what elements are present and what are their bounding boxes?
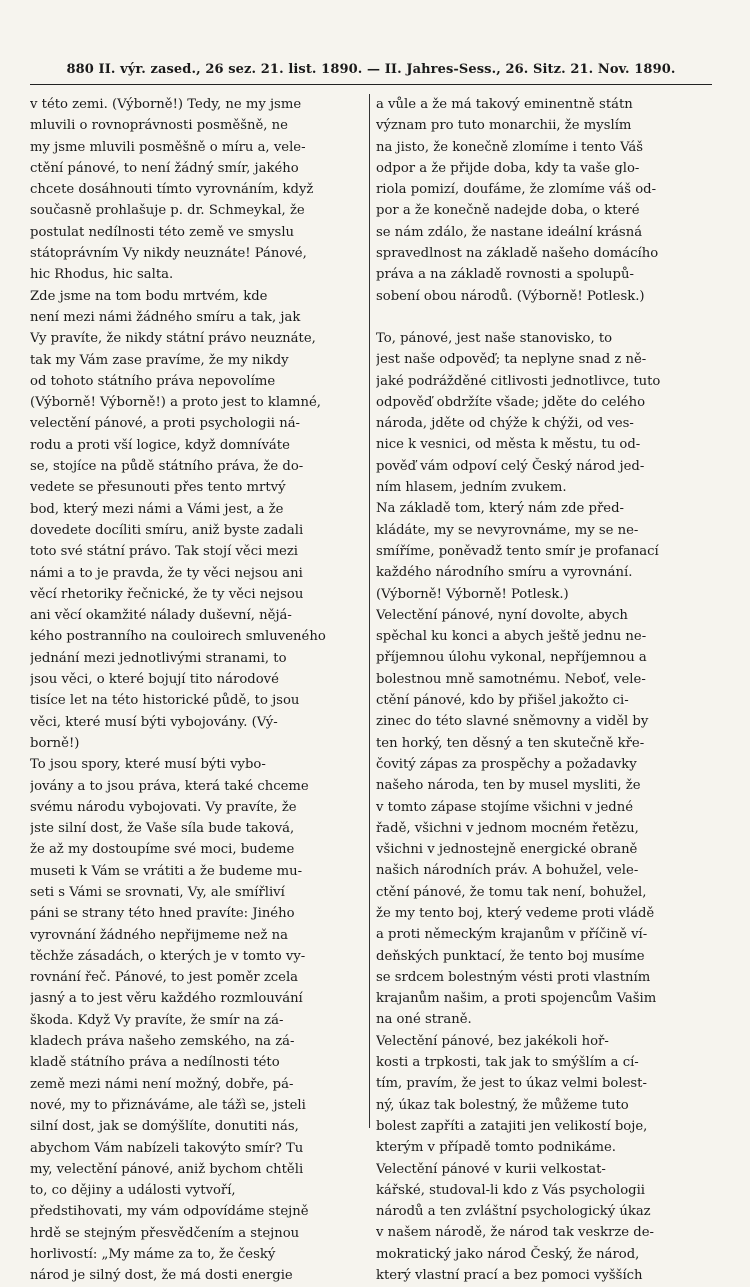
text-line: který vlastní prací a bez pomoci vyšších (376, 1268, 643, 1284)
text-line: postulat nedílnosti této země ve smyslu (30, 224, 295, 240)
text-line: řadě, všichni v jednom mocném řetězu, (376, 820, 639, 836)
text-line: jaké podrážděné citlivosti jednotlivce, tuto (376, 373, 661, 389)
text-line: tisíce let na této historické půdě, to jsou (30, 693, 300, 709)
right-text-column (376, 94, 712, 1286)
text-line: smíříme, poněvadž tento smír je profanací (376, 543, 659, 559)
left-text-column (30, 94, 366, 1287)
text-line: silní dost, jak se domýšlíte, donutiti nás, (30, 1119, 299, 1135)
text-line: vedete se přesunouti přes tento mrtvý (30, 480, 286, 496)
text-line: na oné straně. (376, 1012, 472, 1028)
text-line: hrdě se stejným přesvědčením a stejnou (30, 1225, 300, 1241)
text-line: my jsme mluvili posměšně o míru a, vele- (30, 139, 306, 155)
text-line: kládáte, my se nevyrovnáme, my se ne- (376, 522, 639, 538)
text-line: ctění pánové, to není žádný smír, jakého (30, 160, 299, 176)
text-line: a vůle a že má takový eminentně státn (376, 97, 633, 112)
text-line: pověď vám odpoví celý Český národ jed- (376, 458, 645, 474)
text-line: kladech práva našeho zemského, na zá- (30, 1034, 295, 1050)
text-line: páni se strany této hned pravíte: Jiného (30, 906, 295, 922)
text-line: to, co dějiny a události vytvoří, (30, 1183, 236, 1199)
text-line: předstihovati, my vám odpovídáme stejně (30, 1204, 309, 1220)
text-line: svému národu vybojovati. Vy pravíte, že (30, 799, 297, 815)
text-line: jasný a to jest věru každého rozmlouvání (30, 991, 303, 1007)
text-line: státoprávním Vy nikdy neuznáte! Pánové, (30, 246, 307, 262)
text-line: každého národního smíru a vyrovnání. (376, 565, 633, 581)
text-line: dovedete docíliti smíru, aniž byste zadali (30, 522, 304, 538)
text-line: nové, my to přiznáváme, ale tážì se, jsteli (30, 1097, 306, 1113)
text-line: práva a na základě rovnosti a spolupů- (376, 267, 634, 283)
text-line: krajanům našim, a proti spojencům Vašim (376, 991, 657, 1007)
text-line: ani věcí okamžité nálady duševní, nějá- (30, 608, 292, 624)
page-running-header: 880 II. výr. zased., 26 sez. 21. list. 1890. — II. Jahres-Sess., 26. Sitz. 21. Nov. 1890. (66, 62, 676, 77)
text-line: jsou věci, o které bojují tito národové (30, 672, 279, 688)
text-line: věcí rhetoriky řečnické, že ty věci nejsou (30, 586, 304, 602)
text-line: jovány a to jsou práva, která také chceme (30, 778, 309, 794)
text-line: národů a ten zvláštní psychologický úkaz (376, 1204, 651, 1220)
text-line: bolestnou mně samotnému. Neboť, vele- (376, 671, 646, 687)
text-line: našeho národa, ten by musel mysliti, že (376, 778, 641, 794)
text-line: Na základě tom, který nám zde před- (376, 501, 624, 517)
text-line: význam pro tuto monarchii, že myslím (376, 118, 632, 134)
text-line: toto své státní právo. Tak stojí věci mezi (30, 544, 299, 560)
text-line: seti s Vámi se srovnati, Vy, ale smířliví (30, 884, 285, 900)
text-line: velectění pánové, a proti psychologii ná- (30, 416, 301, 432)
text-line: Zde jsme na tom bodu mrtvém, kde (30, 288, 268, 304)
text-line: horlivostí: „My máme za to, že český (30, 1247, 276, 1263)
text-line: rovnání řeč. Pánové, to jest poměr zcela (30, 970, 299, 986)
text-line: čovitý zápas za prospěchy a požadavky (376, 756, 637, 772)
text-line: chcete dosáhnouti tímto vyrovnáním, když (30, 182, 314, 198)
text-line (376, 307, 712, 328)
text-line: kářské, studoval-li kdo z Vás psychologii (376, 1182, 646, 1198)
column-divider (369, 94, 370, 1128)
text-line: nice k vesnici, od města k městu, tu od- (376, 437, 641, 453)
text-line: Vy pravíte, že nikdy státní právo neuznáte, (30, 331, 316, 347)
text-line: příjemnou úlohu vykonal, nepříjemnou a (376, 650, 647, 666)
text-line: jednání mezi jednotlivými stranami, to (30, 650, 287, 666)
text-line: současně prohlašuje p. dr. Schmeykal, že (30, 203, 305, 219)
text-line: zinec do této slavné sněmovny a viděl by (376, 714, 649, 730)
text-line: sobení obou národů. (Výborně! Potlesk.) (376, 288, 645, 304)
text-line: námi a to je pravda, že ty věci nejsou ani (30, 565, 303, 581)
text-line: kladě státního práva a nedílnosti této (30, 1055, 280, 1071)
text-line: národa, jděte od chýže k chýži, od ves- (376, 416, 634, 432)
text-line: borně!) (30, 735, 80, 751)
text-line: že až my dostoupíme své moci, budeme (30, 842, 295, 858)
text-line: se nám zdálo, že nastane ideální krásná (376, 224, 643, 240)
text-line: jste silní dost, že Vaše síla bude taková, (30, 821, 295, 837)
text-line: a proti německým krajanům v příčině ví- (376, 927, 648, 943)
text-line: To jsou spory, které musí býti vybo- (30, 757, 266, 773)
text-line: v této zemi. (Výborně!) Tedy, ne my jsme (30, 97, 302, 112)
text-line: odpor a že přijde doba, kdy ta vaše glo- (376, 160, 640, 176)
text-line: To, pánové, jest naše stanovisko, to (376, 330, 613, 346)
text-line: ním hlasem, jedním zvukem. (376, 480, 567, 496)
text-line: věci, které musí býti vybojovány. (Vý- (30, 714, 278, 730)
text-line: mluvili o rovnoprávnosti posměšně, ne (30, 118, 288, 134)
text-line: kterým v případě tomto podnikáme. (376, 1140, 616, 1156)
text-line: není mezi námi žádného smíru a tak, jak (30, 309, 301, 325)
text-line: tak my Vám zase pravíme, že my nikdy (30, 352, 289, 368)
text-line: země mezi námi není možný, dobře, pá- (30, 1076, 294, 1092)
text-line: bolest zapříti a zatajiti jen velikostí boje, (376, 1118, 648, 1134)
text-line: od tohoto státního práva nepovolíme (30, 373, 276, 389)
text-line: Velectění pánové v kurii velkostat- (376, 1161, 606, 1177)
text-line: ctění pánové, že tomu tak není, bohužel, (376, 884, 647, 900)
text-line: v tomto zápase stojíme všichni v jedné (376, 799, 634, 815)
text-line: všichni v jednostejně energické obraně (376, 842, 638, 858)
text-line: kého postranního na couloirech smluveného (30, 629, 326, 645)
text-line: Velectění pánové, nyní dovolte, abych (376, 607, 628, 623)
text-line: odpověď obdržíte všade; jděte do celého (376, 394, 646, 410)
text-line: že my tento boj, který vedeme proti vládě (376, 905, 655, 921)
text-line: spěchal ku konci a abych ještě jednu ne- (376, 629, 647, 645)
text-line: (Výborně! Výborně! Potlesk.) (376, 586, 569, 602)
header-rule (30, 84, 712, 85)
text-line: škoda. Když Vy pravíte, že smír na zá- (30, 1012, 284, 1028)
text-line: spravedlnost na základě našeho domácího (376, 246, 659, 262)
text-line: těchže zásadách, o kterých je v tomto vy- (30, 948, 306, 964)
text-line: hic Rhodus, hic salta. (30, 267, 174, 283)
text-line: deňských punktací, že tento boj musíme (376, 948, 645, 964)
text-line: ný, úkaz tak bolestný, že můžeme tuto (376, 1097, 629, 1113)
text-line: našich národních práv. A bohužel, vele- (376, 863, 639, 879)
text-line: my, velectění pánové, aniž bychom chtěli (30, 1161, 304, 1177)
text-line: vyrovnání žádného nepřijmeme než na (30, 927, 288, 943)
text-line: ten horký, ten děsný a ten skutečně kře- (376, 735, 645, 751)
text-line: se, stojíce na půdě státního práva, že do- (30, 459, 304, 475)
text-line: ctění pánové, kdo by přišel jakožto ci- (376, 693, 629, 709)
text-line: národ je silný dost, že má dosti energie (30, 1268, 293, 1284)
text-line: jest naše odpověď; ta neplyne snad z ně- (376, 352, 647, 368)
text-line: por a že konečně nadejde doba, o které (376, 203, 640, 219)
text-line: tím, pravím, že jest to úkaz velmi bolest- (376, 1076, 647, 1092)
text-line: riola pomizí, doufáme, že zlomíme váš od- (376, 182, 657, 198)
text-line: bod, který mezi námi a Vámi jest, a že (30, 501, 284, 517)
text-line: na jisto, že konečně zlomíme i tento Váš (376, 139, 644, 155)
text-line: museti k Vám se vrátiti a že budeme mu- (30, 863, 303, 879)
text-line: se srdcem bolestným vésti proti vlastním (376, 969, 651, 985)
text-line: mokratický jako národ Český, že národ, (376, 1246, 640, 1262)
text-line: (Výborně! Výborně!) a proto jest to klamné, (30, 395, 321, 411)
text-line: Velectění pánové, bez jakékoli hoř- (376, 1033, 609, 1049)
text-line: abychom Vám nabízeli takovýto smír? Tu (30, 1140, 304, 1156)
text-line: rodu a proti vší logice, když domníváte (30, 437, 290, 453)
text-line: kosti a trpkosti, tak jak to smýšlím a cí- (376, 1055, 639, 1071)
text-line: v našem národě, že národ tak veskrze de- (376, 1225, 654, 1241)
